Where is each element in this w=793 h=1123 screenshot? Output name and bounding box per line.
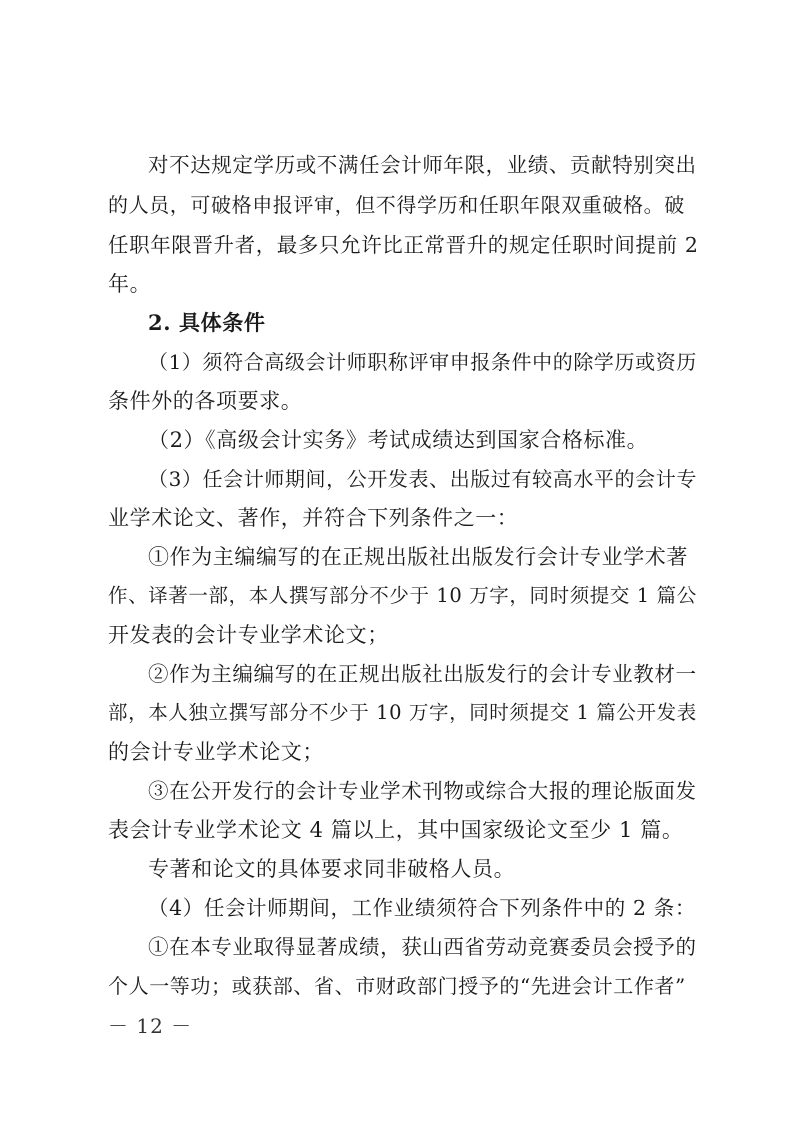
- paragraph-line: （3）任会计师期间，公开发表、出版过有较高水平的会计专: [148, 467, 697, 491]
- paragraph-line: 作、译著一部，本人撰写部分不少于 10 万字，同时须提交 1 篇公: [108, 584, 697, 607]
- paragraph-line: 专著和论文的具体要求同非破格人员。: [148, 857, 516, 881]
- paragraph-line: 表会计专业学术论文 4 篇以上，其中国家级论文至少 1 篇。: [108, 818, 684, 842]
- page-number: － 12 －: [108, 1014, 193, 1038]
- paragraph-line: 部，本人独立撰写部分不少于 10 万字，同时须提交 1 篇公开发表: [108, 701, 697, 724]
- paragraph-line: ③在公开发行的会计专业学术刊物或综合大报的理论版面发: [148, 779, 697, 803]
- paragraph-line: 年。: [108, 272, 152, 296]
- paragraph-line: 开发表的会计专业学术论文；: [108, 623, 389, 647]
- paragraph-line: 对不达规定学历或不满任会计师年限，业绩、贡献特别突出: [148, 153, 697, 177]
- paragraph-line: 任职年限晋升者，最多只允许比正常晋升的规定任职时间提前 2: [108, 233, 699, 257]
- paragraph-line: ②作为主编编写的在正规出版社出版发行的会计专业教材一: [148, 662, 697, 686]
- paragraph-line: 的人员，可破格申报评审，但不得学历和任职年限双重破格。破: [108, 193, 685, 217]
- paragraph-line: （4）任会计师期间，工作业绩须符合下列条件中的 2 条：: [148, 896, 696, 920]
- paragraph-line: 的会计专业学术论文；: [108, 740, 324, 764]
- paragraph-line: ①在本专业取得显著成绩，获山西省劳动竞赛委员会授予的: [148, 935, 697, 959]
- paragraph-line: （1）须符合高级会计师职称评审申报条件中的除学历或资历: [148, 350, 697, 374]
- paragraph-line: 条件外的各项要求。: [108, 389, 303, 413]
- paragraph-line: 个人一等功；或获部、省、市财政部门授予的“先进会计工作者”: [108, 974, 686, 998]
- paragraph-line: （2）《高级会计实务》考试成绩达到国家合格标准。: [148, 428, 649, 452]
- paragraph-line: 业学术论文、著作，并符合下列条件之一：: [108, 506, 519, 530]
- section-heading: 2. 具体条件: [148, 310, 266, 335]
- paragraph-line: ①作为主编编写的在正规出版社出版发行会计专业学术著: [148, 545, 688, 569]
